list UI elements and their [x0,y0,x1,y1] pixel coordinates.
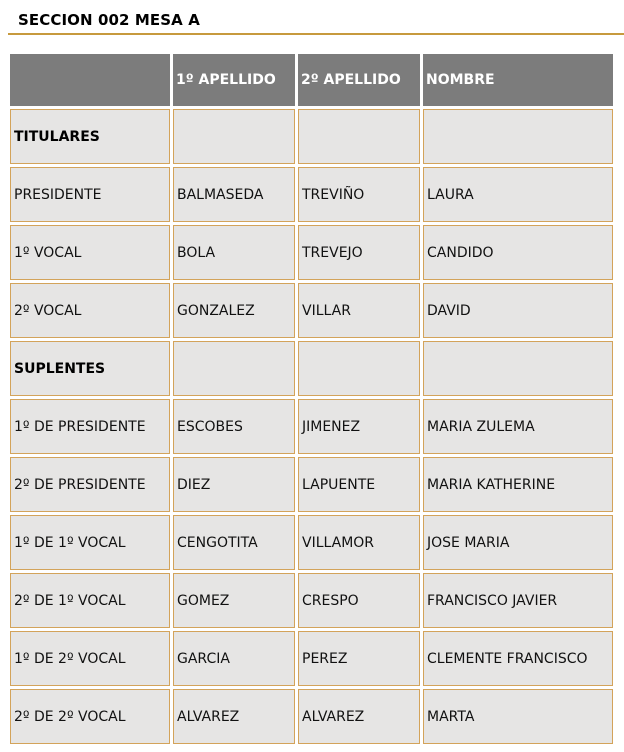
role-cell: 2º VOCAL [10,283,170,338]
role-cell: 2º DE PRESIDENTE [10,457,170,512]
second-surname-cell: JIMENEZ [298,399,420,454]
first-surname-cell: GARCIA [173,631,295,686]
column-header-name: NOMBRE [423,54,613,106]
first-surname-cell: BALMASEDA [173,167,295,222]
first-surname-cell: ALVAREZ [173,689,295,744]
section-label-titulares: TITULARES [10,109,170,164]
second-surname-cell: TREVIÑO [298,167,420,222]
first-surname-cell: GOMEZ [173,573,295,628]
second-surname-cell: LAPUENTE [298,457,420,512]
second-surname-cell: ALVAREZ [298,689,420,744]
column-header-second-surname: 2º APELLIDO [298,54,420,106]
table-cell [423,109,613,164]
role-cell: 2º DE 2º VOCAL [10,689,170,744]
name-cell: CANDIDO [423,225,613,280]
table-cell [298,341,420,396]
name-cell: MARIA KATHERINE [423,457,613,512]
title-divider [8,33,624,35]
table-cell [173,341,295,396]
table-cell [423,341,613,396]
first-surname-cell: GONZALEZ [173,283,295,338]
name-cell: FRANCISCO JAVIER [423,573,613,628]
column-header-first-surname: 1º APELLIDO [173,54,295,106]
role-cell: 2º DE 1º VOCAL [10,573,170,628]
first-surname-cell: BOLA [173,225,295,280]
first-surname-cell: ESCOBES [173,399,295,454]
second-surname-cell: CRESPO [298,573,420,628]
role-cell: PRESIDENTE [10,167,170,222]
name-cell: LAURA [423,167,613,222]
name-cell: MARIA ZULEMA [423,399,613,454]
column-header-role [10,54,170,106]
role-cell: 1º DE PRESIDENTE [10,399,170,454]
role-cell: 1º DE 1º VOCAL [10,515,170,570]
table-cell [173,109,295,164]
second-surname-cell: TREVEJO [298,225,420,280]
second-surname-cell: VILLAR [298,283,420,338]
page-title: SECCION 002 MESA A [18,11,200,29]
name-cell: MARTA [423,689,613,744]
second-surname-cell: PEREZ [298,631,420,686]
role-cell: 1º VOCAL [10,225,170,280]
name-cell: CLEMENTE FRANCISCO [423,631,613,686]
first-surname-cell: DIEZ [173,457,295,512]
table-cell [298,109,420,164]
first-surname-cell: CENGOTITA [173,515,295,570]
mesa-table [10,54,612,744]
name-cell: JOSE MARIA [423,515,613,570]
section-label-suplentes: SUPLENTES [10,341,170,396]
role-cell: 1º DE 2º VOCAL [10,631,170,686]
name-cell: DAVID [423,283,613,338]
second-surname-cell: VILLAMOR [298,515,420,570]
